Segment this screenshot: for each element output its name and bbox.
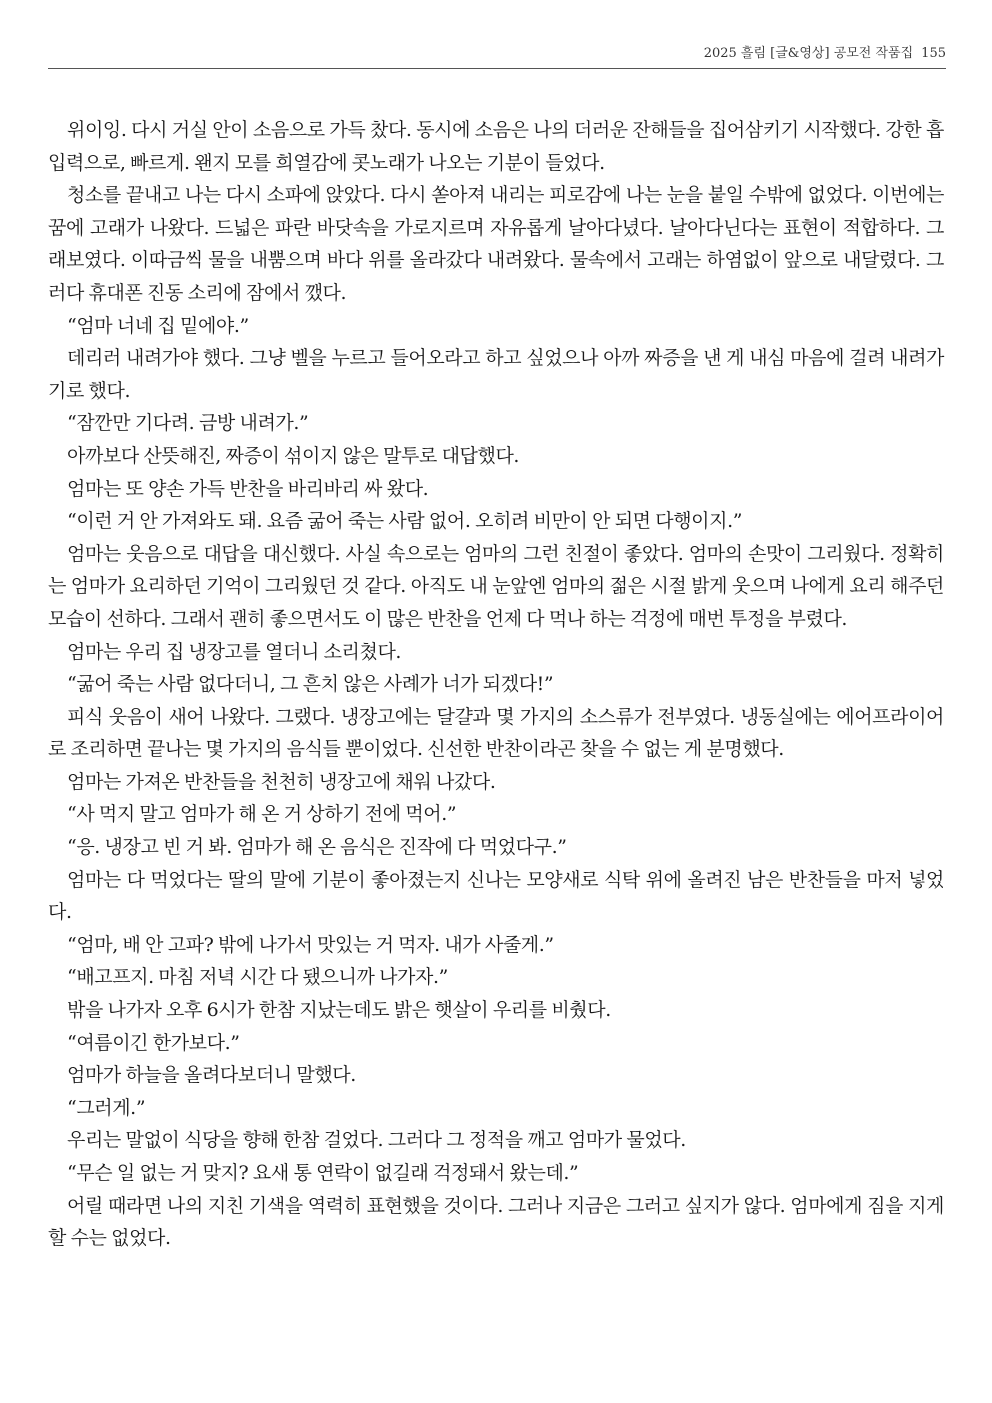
paragraph: 어릴 때라면 나의 지친 기색을 역력히 표현했을 것이다. 그러나 지금은 그러고 싶지가 않다. 엄마에게 짐을 지게 할 수는 없었다. <box>48 1194 944 1250</box>
paragraph: 피식 웃음이 새어 나왔다. 그랬다. 냉장고에는 달걀과 몇 가지의 소스류가 전부였다. 냉동실에는 에어프라이어로 조리하면 끝나는 몇 가지의 음식들 뿐이었다. 신선한 반찬이라곤 찾을 수 없는 게 분명했다. <box>48 705 944 761</box>
paragraph: 우리는 말없이 식당을 향해 한참 걸었다. 그러다 그 정적을 깨고 엄마가 물었다. <box>67 1129 686 1152</box>
paragraph: 청소를 끝내고 나는 다시 소파에 앉았다. 다시 쏟아져 내리는 피로감에 나는 눈을 붙일 수밖에 없었다. 이번에는 꿈에 고래가 나왔다. 드넓은 파란 바닷속을 가로지르며 자유롭게 날아다녔다. 날아다닌다는 표현이 적합하다. 그래보였다. 이따금씩 물을 내뿜으며 바다 위를 올라갔다 내려왔다. 물속에서 고래는 하염없이 앞으로 내달렸다. 그러다 휴대폰 진동 소리에 잠에서 깼다. <box>48 184 944 304</box>
dialogue-line: “굶어 죽는 사람 없다더니, 그 흔치 않은 사례가 너가 되겠다!” <box>67 673 554 696</box>
story-text <box>48 114 944 1255</box>
paragraph: 데리러 내려가야 했다. 그냥 벨을 누르고 들어오라고 하고 싶었으나 아까 짜증을 낸 게 내심 마음에 걸려 내려가기로 했다. <box>48 347 944 402</box>
page-header <box>48 44 946 69</box>
dialogue-line: “잠깐만 기다려. 금방 내려가.” <box>67 412 309 435</box>
dialogue-line: “여름이긴 한가보다.” <box>67 1031 240 1054</box>
dialogue-line: “그러게.” <box>67 1096 146 1119</box>
dialogue-line: “배고프지. 마침 저녁 시간 다 됐으니까 나가자.” <box>67 966 448 989</box>
paragraph: 엄마는 웃음으로 대답을 대신했다. 사실 속으로는 엄마의 그런 친절이 좋았다. 엄마의 손맛이 그리웠다. 정확히는 엄마가 요리하던 기억이 그리웠던 것 같다. 아직도 내 눈앞엔 엄마의 젊은 시절 밝게 웃으며 나에게 요리 해주던 모습이 선하다. 그래서 괜히 좋으면서도 이 많은 반찬을 언제 다 먹나 하는 걱정에 매번 투정을 부렸다. <box>48 542 944 630</box>
paragraph: 엄마는 우리 집 냉장고를 열더니 소리쳤다. <box>67 640 402 663</box>
dialogue-line: “이런 거 안 가져와도 돼. 요즘 굶어 죽는 사람 없어. 오히려 비만이 안 되면 다행이지.” <box>67 510 743 533</box>
paragraph: 아까보다 산뜻해진, 짜증이 섞이지 않은 말투로 대답했다. <box>67 444 520 467</box>
paragraph: 엄마는 다 먹었다는 딸의 말에 기분이 좋아졌는지 신나는 모양새로 식탁 위에 올려진 남은 반찬들을 마저 넣었다. <box>48 868 944 924</box>
dialogue-line: “엄마 너네 집 밑에야.” <box>67 314 249 337</box>
page-number: 155 <box>921 46 946 61</box>
publication-title: 2025 흘림 [글&영상] 공모전 작품집 <box>703 46 914 61</box>
dialogue-line: “엄마, 배 안 고파? 밖에 나가서 맛있는 거 먹자. 내가 사줄게.” <box>67 933 554 956</box>
dialogue-line: “무슨 일 없는 거 맞지? 요새 통 연락이 없길래 걱정돼서 왔는데.” <box>67 1162 579 1184</box>
paragraph: 엄마가 하늘을 올려다보더니 말했다. <box>67 1064 356 1087</box>
paragraph: 위이잉. 다시 거실 안이 소음으로 가득 찼다. 동시에 소음은 나의 더러운 잔해들을 집어삼키기 시작했다. 강한 흡입력으로, 빠르게. 왠지 모를 희열감에 콧노래가 나오는 기분이 들었다. <box>48 119 944 174</box>
paragraph: 엄마는 가져온 반찬들을 천천히 냉장고에 채워 나갔다. <box>67 770 496 793</box>
dialogue-line: “응. 냉장고 빈 거 봐. 엄마가 해 온 음식은 진작에 다 먹었다구.” <box>67 836 567 859</box>
paragraph: 밖을 나가자 오후 6시가 한참 지났는데도 밝은 햇살이 우리를 비췄다. <box>67 999 611 1022</box>
paragraph: 엄마는 또 양손 가득 반찬을 바리바리 싸 왔다. <box>67 477 429 500</box>
dialogue-line: “사 먹지 말고 엄마가 해 온 거 상하기 전에 먹어.” <box>67 803 457 826</box>
